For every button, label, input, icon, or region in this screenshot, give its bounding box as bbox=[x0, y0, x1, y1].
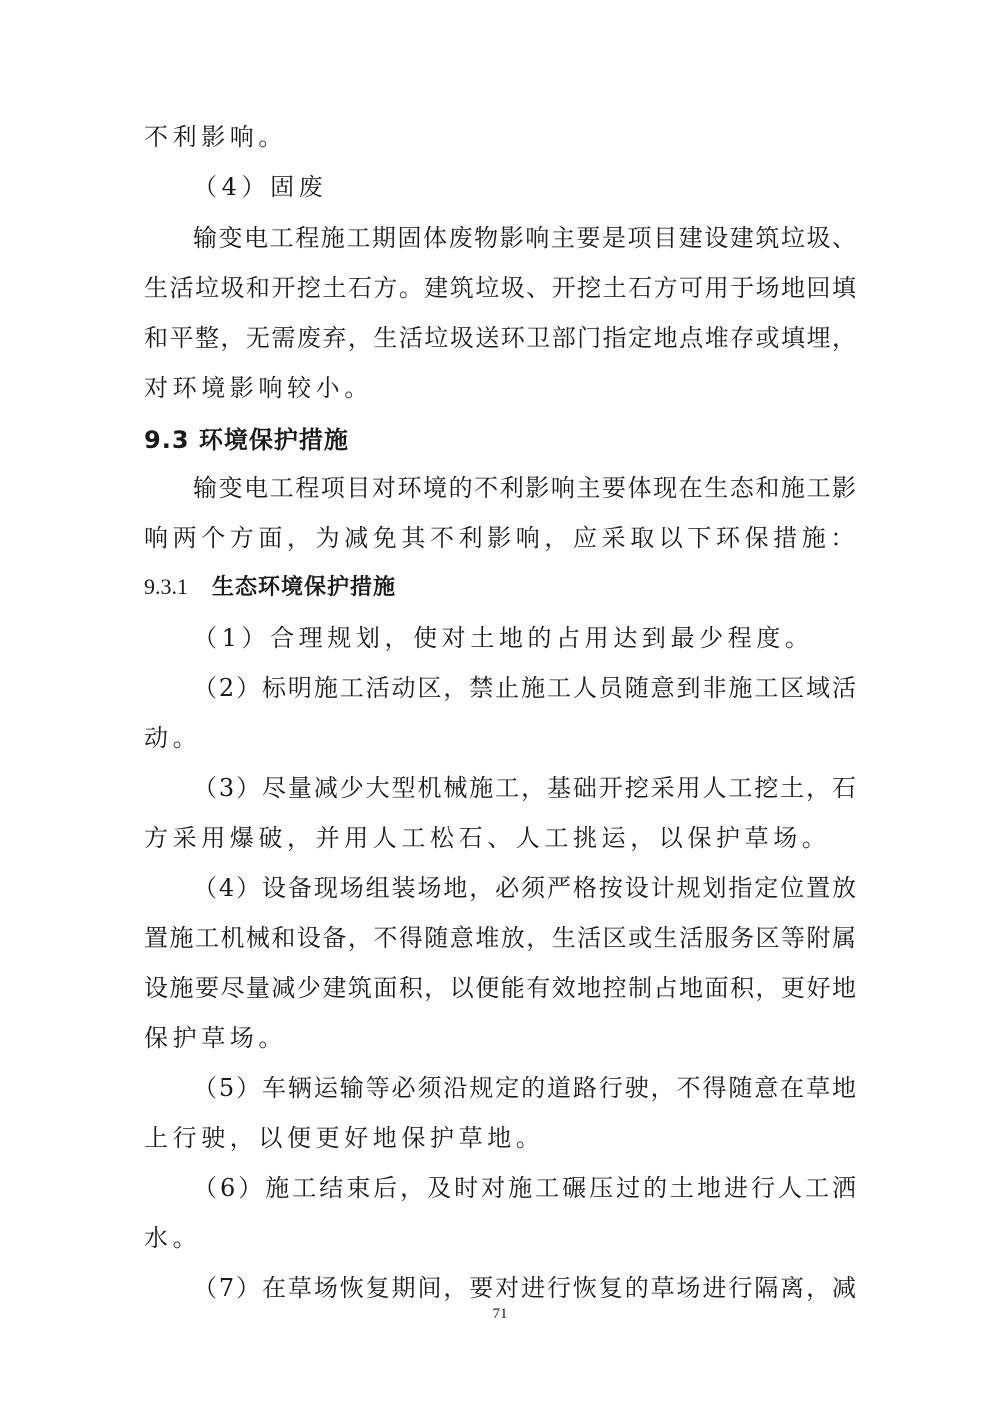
paragraph-line: 响两个方面，为减免其不利影响，应采取以下环保措施： bbox=[144, 524, 859, 552]
list-item: （1）合理规划，使对土地的占用达到最少程度。 bbox=[193, 624, 814, 652]
paragraph-line: 保护草场。 bbox=[144, 1024, 287, 1052]
paragraph-line: 置施工机械和设备，不得随意堆放，生活区或生活服务区等附属 bbox=[144, 924, 856, 952]
paragraph-line: 不利影响。 bbox=[144, 123, 287, 151]
section-heading: 9.3 环境保护措施 bbox=[144, 426, 349, 454]
paragraph-line: 生活垃圾和开挖土石方。建筑垃圾、开挖土石方可用于场地回填 bbox=[144, 274, 856, 302]
paragraph-line: 方采用爆破，并用人工松石、人工挑运，以保护草场。 bbox=[144, 824, 831, 852]
paragraph-line: 设施要尽量减少建筑面积，以便能有效地控制占地面积，更好地 bbox=[144, 974, 856, 1002]
list-item: （6）施工结束后，及时对施工碾压过的土地进行人工洒 bbox=[193, 1174, 856, 1202]
page-number: 71 bbox=[492, 1306, 508, 1322]
subsection-title: 生态环境保护措施 bbox=[212, 575, 397, 600]
list-item: （5）车辆运输等必须沿规定的道路行驶，不得随意在草地 bbox=[193, 1074, 856, 1102]
paragraph-line: 水。 bbox=[144, 1224, 202, 1252]
subsection-number: 9.3.1 bbox=[144, 574, 188, 599]
list-item: （7）在草场恢复期间，要对进行恢复的草场进行隔离，减 bbox=[193, 1274, 856, 1302]
paragraph-line: 和平整，无需废弃，生活垃圾送环卫部门指定地点堆存或填埋， bbox=[144, 324, 856, 352]
paragraph-line: 对环境影响较小。 bbox=[144, 374, 373, 402]
paragraph-line: 上行驶，以便更好地保护草地。 bbox=[144, 1124, 545, 1152]
list-item: （2）标明施工活动区，禁止施工人员随意到非施工区域活 bbox=[193, 674, 856, 702]
subsection-heading bbox=[144, 572, 396, 603]
paragraph-line: 输变电工程项目对环境的不利影响主要体现在生态和施工影 bbox=[193, 474, 856, 502]
paragraph-line: 输变电工程施工期固体废物影响主要是项目建设建筑垃圾、 bbox=[193, 224, 856, 252]
paragraph-line: 动。 bbox=[144, 724, 202, 752]
item-heading-solid-waste: （4）固废 bbox=[193, 173, 328, 201]
list-item: （3）尽量减少大型机械施工，基础开挖采用人工挖土，石 bbox=[193, 774, 856, 802]
list-item: （4）设备现场组装场地，必须严格按设计规划指定位置放 bbox=[193, 874, 856, 902]
